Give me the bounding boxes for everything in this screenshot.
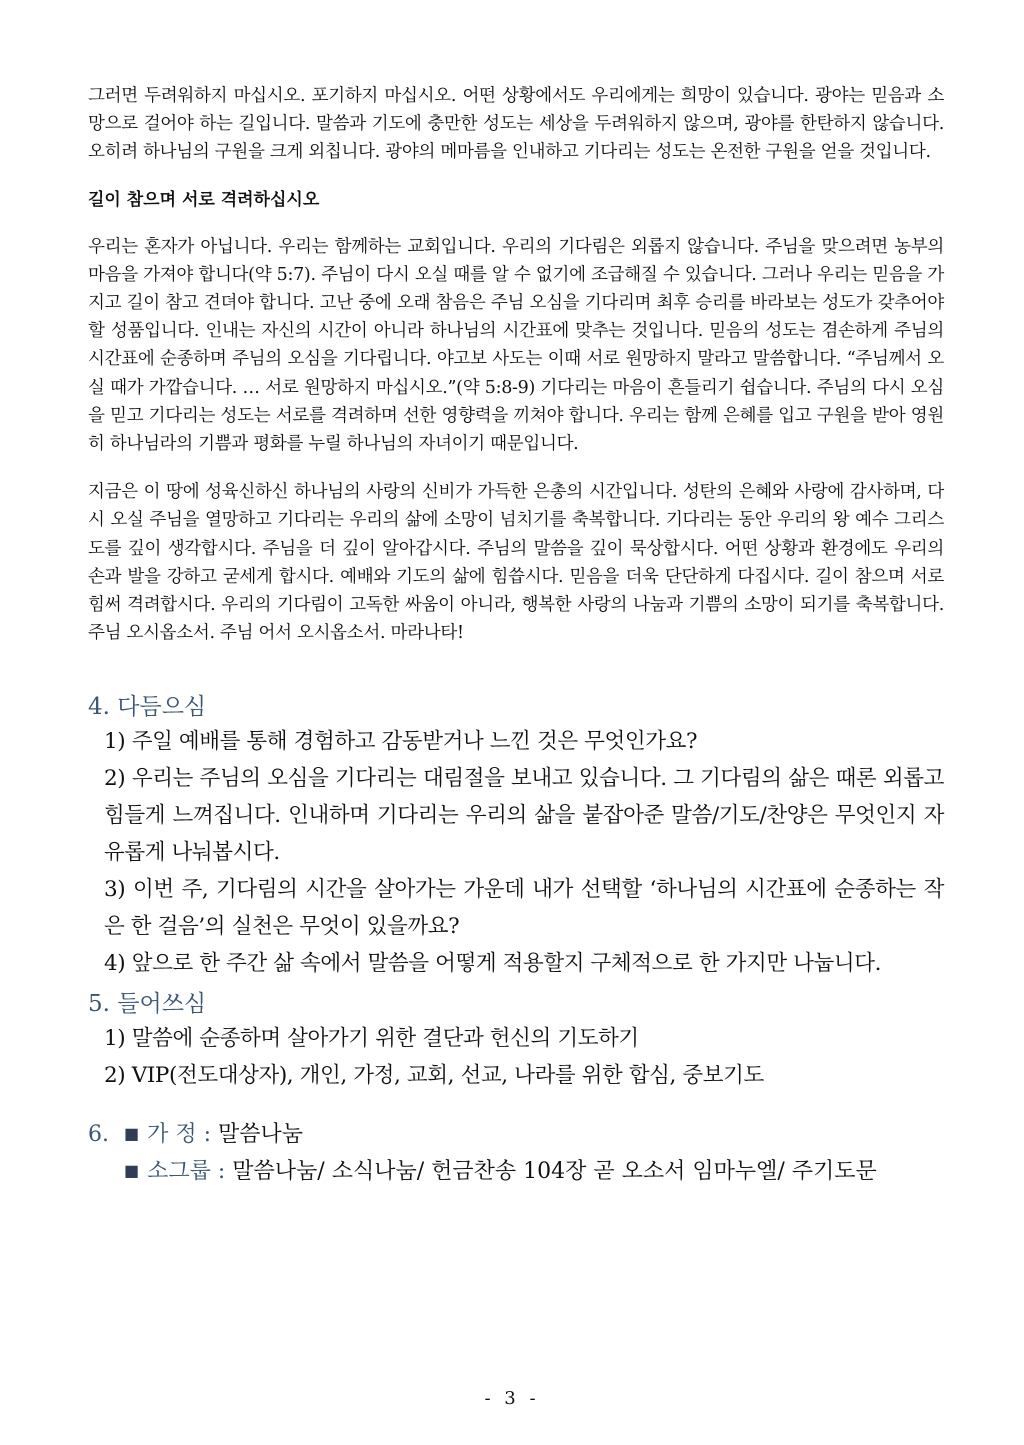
square-bullet-icon: ■ (124, 1161, 140, 1181)
section-4-item-2: 2) 우리는 주님의 오심을 기다리는 대림절을 보내고 있습니다. 그 기다림의 삶은 때론 외롭고 힘들게 느껴집니다. 인내하며 기다리는 우리의 삶을 붙잡아준 말씀/기도/찬양은 무엇인지 자유롭게 나눠봅시다. (104, 766, 944, 866)
section-5-title: 5. 들어쓰심 (88, 991, 207, 1018)
section-4-item-1: 1) 주일 예배를 통해 경험하고 감동받거나 느낀 것은 무엇인가요? (104, 729, 698, 755)
section-5-item-2: 2) VIP(전도대상자), 개인, 가정, 교회, 선교, 나라를 위한 합심, 중보기도 (104, 1063, 764, 1089)
section-6-label-smallgroup: 소그룹 : (147, 1159, 226, 1185)
page-number: - 3 - (484, 1388, 540, 1409)
paragraph-1: 그러면 두려워하지 마십시오. 포기하지 마십시오. 어떤 상황에서도 우리에게는 희망이 있습니다. 광야는 믿음과 소망으로 걸어야 하는 길입니다. 말씀과 기도에 충만한 성도는 세상을 두려워하지 않으며, 광야를 한탄하지 않습니다. 오히려 하나님의 구원을 크게 외칩니다. 광야의 메마름을 인내하고 기다리는 성도는 온전한 구원을 얻을 것입니다. (88, 86, 944, 163)
section-5-item-1: 1) 말씀에 순종하며 살아가기 위한 결단과 헌신의 기도하기 (104, 1026, 639, 1052)
section-6-row-2 (88, 1153, 944, 1190)
section-4-item-3: 3) 이번 주, 기다림의 시간을 살아가는 가운데 내가 선택할 ‘하나님의 시간표에 순종하는 작은 한 걸음’의 실천은 무엇이 있을까요? (104, 877, 944, 940)
section-6-row-1 (88, 1116, 944, 1153)
section-4-title: 4. 다듬으심 (88, 694, 207, 721)
square-bullet-icon: ■ (124, 1124, 140, 1144)
section-6-label-home: 가 정 : (147, 1122, 212, 1148)
section-4-item-4: 4) 앞으로 한 주간 삶 속에서 말씀을 어떻게 적용할지 구체적으로 한 가지만 나눕니다. (104, 951, 882, 977)
section-heading: 길이 참으며 서로 격려하십시오 (88, 189, 320, 210)
section-6-value-smallgroup: 말씀나눔/ 소식나눔/ 헌금찬송 104장 곧 오소서 임마누엘/ 주기도문 (232, 1159, 877, 1185)
page-content (88, 82, 944, 1190)
paragraph-2: 우리는 혼자가 아닙니다. 우리는 함께하는 교회입니다. 우리의 기다림은 외롭지 않습니다. 주님을 맞으려면 농부의 마음을 가져야 합니다(약 5:7). 주님이 다시 오실 때를 알 수 없기에 조급해질 수 있습니다. 그러나 우리는 믿음을 가지고 길이 참고 견뎌야 합니다. 고난 중에 오래 참음은 주님 오심을 기다리며 최후 승리를 바라보는 성도가 갖추어야 할 성품입니다. 인내는 자신의 시간이 아니라 하나님의 시간표에 맞추는 것입니다. 믿음의 성도는 겸손하게 주님의 시간표에 순종하며 주님의 오심을 기다립니다. 야고보 사도는 이때 서로 원망하지 말라고 말씀합니다. “주님께서 오실 때가 가깝습니다. … 서로 원망하지 마십시오.”(약 5:8-9) 기다리는 마음이 흔들리기 쉽습니다. 주님의 다시 오심을 믿고 기다리는 성도는 서로를 격려하며 선한 영향력을 끼쳐야 합니다. 우리는 함께 은혜를 입고 구원을 받아 영원히 하나님라의 기쁨과 평화를 누릴 하나님의 자녀이기 때문입니다. (88, 236, 944, 455)
section-6-number: 6. (88, 1122, 109, 1148)
section-6-value-home: 말씀나눔 (218, 1122, 304, 1148)
paragraph-3: 지금은 이 땅에 성육신하신 하나님의 사랑의 신비가 가득한 은총의 시간입니다. 성탄의 은혜와 사랑에 감사하며, 다시 오실 주님을 열망하고 기다리는 우리의 삶에 소망이 넘치기를 축복합니다. 기다리는 동안 우리의 왕 예수 그리스도를 깊이 생각합시다. 주님을 더 깊이 알아갑시다. 주님의 말씀을 깊이 묵상합시다. 어떤 상황과 환경에도 우리의 손과 발을 강하고 굳세게 합시다. 예배와 기도의 삶에 힘씁시다. 믿음을 더욱 단단하게 다집시다. 길이 참으며 서로 힘써 격려합시다. 우리의 기다림이 고독한 싸움이 아니라, 행복한 사랑의 나눔과 기쁨의 소망이 되기를 축복합니다. 주님 오시옵소서. 주님 어서 오시옵소서. 마라나타! (88, 482, 944, 644)
